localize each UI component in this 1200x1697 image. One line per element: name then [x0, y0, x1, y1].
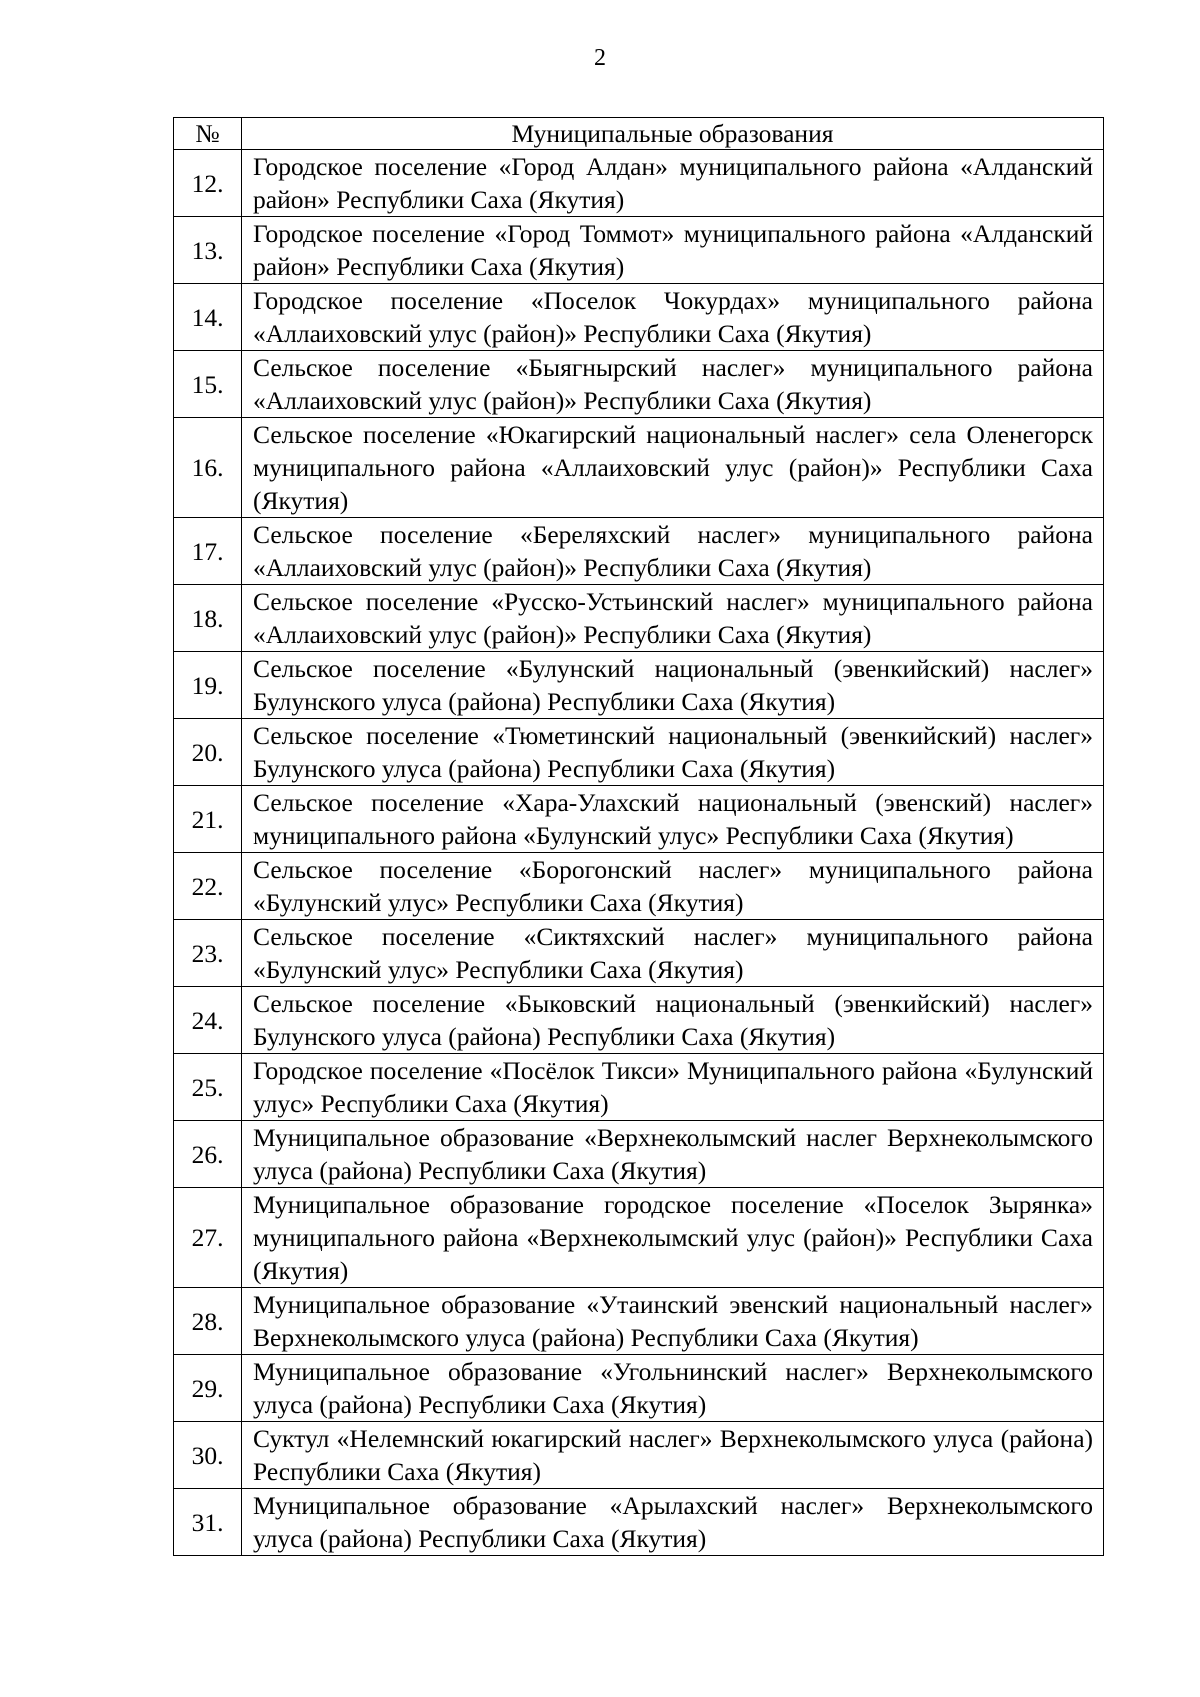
- table-row: [174, 284, 1104, 351]
- row-number: 25.: [174, 1054, 242, 1121]
- municipality-name: Муниципальное образование «Утаинский эвенский национальный наслег» Верхнеколымского улуса (района) Республики Саха (Якутия): [242, 1288, 1104, 1355]
- row-number: 21.: [174, 786, 242, 853]
- row-number: 26.: [174, 1121, 242, 1188]
- row-number: 30.: [174, 1422, 242, 1489]
- table-row: [174, 987, 1104, 1054]
- table-row: [174, 418, 1104, 518]
- row-number: 15.: [174, 351, 242, 418]
- municipality-name: Суктул «Нелемнский юкагирский наслег» Верхнеколымского улуса (района) Республики Саха (Якутия): [242, 1422, 1104, 1489]
- table-row: [174, 853, 1104, 920]
- row-number: 16.: [174, 418, 242, 518]
- row-number: 24.: [174, 987, 242, 1054]
- municipality-name: Сельское поселение «Сиктяхский наслег» муниципального района «Булунский улус» Республики Саха (Якутия): [242, 920, 1104, 987]
- row-number: 27.: [174, 1188, 242, 1288]
- table-row: [174, 518, 1104, 585]
- row-number: 12.: [174, 150, 242, 217]
- municipality-name: Сельское поселение «Береляхский наслег» муниципального района «Аллаиховский улус (район)» Республики Саха (Якутия): [242, 518, 1104, 585]
- table-row: [174, 1121, 1104, 1188]
- municipalities-table: [173, 117, 1104, 1556]
- row-number: 20.: [174, 719, 242, 786]
- municipality-name: Сельское поселение «Юкагирский национальный наслег» села Оленегорск муниципального района «Аллаиховский улус (район)» Республики Саха (Якутия): [242, 418, 1104, 518]
- table-row: [174, 719, 1104, 786]
- municipality-name: Городское поселение «Посёлок Тикси» Муниципального района «Булунский улус» Республики Саха (Якутия): [242, 1054, 1104, 1121]
- table-row: [174, 585, 1104, 652]
- table-row: [174, 1288, 1104, 1355]
- page-number: 2: [594, 45, 606, 71]
- municipality-name: Муниципальное образование городское поселение «Поселок Зырянка» муниципального района «Верхнеколымский улус (район)» Республики Саха (Якутия): [242, 1188, 1104, 1288]
- municipality-name: Городское поселение «Город Алдан» муниципального района «Алданский район» Республики Саха (Якутия): [242, 150, 1104, 217]
- table-row: [174, 1188, 1104, 1288]
- municipality-name: Сельское поселение «Быковский национальный (эвенкийский) наслег» Булунского улуса (района) Республики Саха (Якутия): [242, 987, 1104, 1054]
- municipality-name: Сельское поселение «Булунский национальный (эвенкийский) наслег» Булунского улуса (района) Республики Саха (Якутия): [242, 652, 1104, 719]
- municipality-name: Сельское поселение «Тюметинский национальный (эвенкийский) наслег» Булунского улуса (района) Республики Саха (Якутия): [242, 719, 1104, 786]
- row-number: 19.: [174, 652, 242, 719]
- table-row: [174, 351, 1104, 418]
- table-header: [174, 118, 1104, 150]
- municipality-name: Сельское поселение «Борогонский наслег» муниципального района «Булунский улус» Республики Саха (Якутия): [242, 853, 1104, 920]
- table-body: [174, 150, 1104, 1556]
- number-column-header: №: [174, 118, 242, 150]
- row-number: 22.: [174, 853, 242, 920]
- municipality-name: Муниципальное образование «Верхнеколымский наслег Верхнеколымского улуса (района) Республики Саха (Якутия): [242, 1121, 1104, 1188]
- row-number: 14.: [174, 284, 242, 351]
- row-number: 23.: [174, 920, 242, 987]
- row-number: 28.: [174, 1288, 242, 1355]
- row-number: 13.: [174, 217, 242, 284]
- table-row: [174, 1489, 1104, 1556]
- municipality-name: Муниципальное образование «Арылахский наслег» Верхнеколымского улуса (района) Республики Саха (Якутия): [242, 1489, 1104, 1556]
- row-number: 17.: [174, 518, 242, 585]
- table-header-row: [174, 118, 1104, 150]
- table-row: [174, 150, 1104, 217]
- municipality-name: Муниципальное образование «Угольнинский наслег» Верхнеколымского улуса (района) Республики Саха (Якутия): [242, 1355, 1104, 1422]
- table-row: [174, 1054, 1104, 1121]
- row-number: 29.: [174, 1355, 242, 1422]
- municipality-name: Городское поселение «Поселок Чокурдах» муниципального района «Аллаиховский улус (район)» Республики Саха (Якутия): [242, 284, 1104, 351]
- municipality-name: Сельское поселение «Хара-Улахский национальный (эвенский) наслег» муниципального района «Булунский улус» Республики Саха (Якутия): [242, 786, 1104, 853]
- municipality-name: Сельское поселение «Русско-Устьинский наслег» муниципального района «Аллаиховский улус (район)» Республики Саха (Якутия): [242, 585, 1104, 652]
- table-row: [174, 217, 1104, 284]
- table-row: [174, 920, 1104, 987]
- table-row: [174, 652, 1104, 719]
- table-row: [174, 1422, 1104, 1489]
- row-number: 18.: [174, 585, 242, 652]
- table-row: [174, 786, 1104, 853]
- name-column-header: Муниципальные образования: [242, 118, 1104, 150]
- row-number: 31.: [174, 1489, 242, 1556]
- table-row: [174, 1355, 1104, 1422]
- municipality-name: Сельское поселение «Быягнырский наслег» муниципального района «Аллаиховский улус (район)» Республики Саха (Якутия): [242, 351, 1104, 418]
- municipality-name: Городское поселение «Город Томмот» муниципального района «Алданский район» Республики Саха (Якутия): [242, 217, 1104, 284]
